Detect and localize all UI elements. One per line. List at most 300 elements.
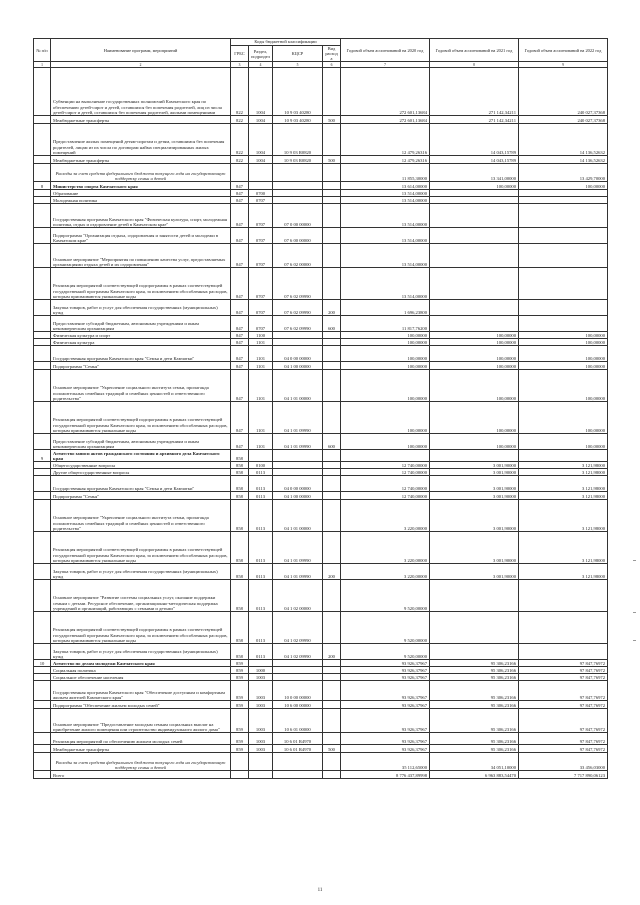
row-rzpr <box>249 771 273 779</box>
row-amount-2020: 100,00000 <box>341 332 430 339</box>
row-amount-2021: 95 306,23166 <box>430 701 519 709</box>
row-grbs: 847 <box>231 244 249 268</box>
row-ksr: 07 6 02 00000 <box>273 244 323 268</box>
table-row <box>34 450 608 462</box>
row-rzpr: 1003 <box>249 709 273 733</box>
row-vr: 500 <box>323 156 341 164</box>
row-name: Расходы за счет средств федерального бюджета текущего года на государственную поддержку семьи и детей <box>51 753 231 771</box>
row-rzpr: 0707 <box>249 204 273 228</box>
row-amount-2020: 13 514,00000 <box>341 244 430 268</box>
row-ksr <box>273 771 323 779</box>
row-grbs: 847 <box>231 300 249 316</box>
row-grbs <box>231 753 249 771</box>
row-ksr: 04 1 01 09990 <box>273 564 323 580</box>
row-name: Государственная программа Камчатского края "Обеспечение доступным и комфортным жильем жителей Камчатского края" <box>51 681 231 701</box>
row-amount-2022 <box>519 450 608 462</box>
row-vr: 500 <box>323 116 341 124</box>
row-amount-2020: 93 926,37967 <box>341 681 430 701</box>
row-name: Основное мероприятие "Укрепление социального института семьи, пропаганда положительных семейных традиций и семейных ценностей и ответственного родительства" <box>51 370 231 402</box>
table-row <box>34 681 608 701</box>
table-row <box>34 532 608 564</box>
row-vr: 600 <box>323 316 341 332</box>
row-name: Другие общегосударственные вопросы <box>51 469 231 476</box>
row-grbs: 847 <box>231 332 249 339</box>
table-row <box>34 244 608 268</box>
row-amount-2022: 3 121,98000 <box>519 532 608 564</box>
row-amount-2020: 11 817,76200 <box>341 316 430 332</box>
row-grbs: 859 <box>231 701 249 709</box>
row-name: Подпрограмма "Обеспечение жильем молодых семей" <box>51 701 231 709</box>
table-row <box>34 68 608 116</box>
row-name: Предоставление субсидий бюджетным, автономным учреждениям и иным некоммерческим организациям <box>51 316 231 332</box>
table-row <box>34 116 608 124</box>
row-amount-2020: 13 514,00000 <box>341 190 430 197</box>
row-number <box>34 156 51 164</box>
table-row <box>34 182 608 190</box>
row-ksr: 04 1 01 09990 <box>273 532 323 564</box>
row-amount-2021 <box>430 244 519 268</box>
row-rzpr: 1004 <box>249 124 273 156</box>
row-number <box>34 190 51 197</box>
row-amount-2021 <box>430 580 519 612</box>
row-vr <box>323 370 341 402</box>
row-rzpr: 0707 <box>249 316 273 332</box>
row-ksr: 04 1 01 09990 <box>273 402 323 434</box>
row-ksr: 10 6 00 00000 <box>273 701 323 709</box>
row-number <box>34 197 51 204</box>
row-number <box>34 228 51 244</box>
row-amount-2021: 3 001,90000 <box>430 500 519 532</box>
row-grbs: 847 <box>231 204 249 228</box>
row-vr <box>323 660 341 667</box>
row-name: Подпрограмма "Семья" <box>51 362 231 370</box>
row-amount-2022: 100,00000 <box>519 346 608 362</box>
row-grbs <box>231 164 249 182</box>
row-name: Закупка товаров, работ и услуг для обеспечения государственных (муниципальных) нужд <box>51 644 231 660</box>
column-index: 8 <box>430 62 519 68</box>
table-row <box>34 612 608 644</box>
row-number <box>34 346 51 362</box>
row-rzpr: 0113 <box>249 644 273 660</box>
row-vr: 600 <box>323 434 341 450</box>
row-number <box>34 268 51 300</box>
row-ksr: 04 1 01 00000 <box>273 370 323 402</box>
row-number: 8 <box>34 182 51 190</box>
header-rzpr: Раздел, подраздел <box>249 46 273 62</box>
row-number <box>34 300 51 316</box>
row-amount-2020: 3 220,00000 <box>341 532 430 564</box>
table-row <box>34 701 608 709</box>
table-row <box>34 370 608 402</box>
row-number <box>34 204 51 228</box>
row-number <box>34 580 51 612</box>
row-rzpr: 1101 <box>249 370 273 402</box>
row-ksr <box>273 450 323 462</box>
row-grbs <box>231 771 249 779</box>
table-row <box>34 362 608 370</box>
row-vr <box>323 709 341 733</box>
row-rzpr <box>249 164 273 182</box>
row-rzpr: 1101 <box>249 346 273 362</box>
row-rzpr: 0113 <box>249 580 273 612</box>
row-amount-2022: 97 847,76972 <box>519 667 608 674</box>
row-amount-2022: 97 847,76972 <box>519 660 608 667</box>
row-amount-2020: 12 740,00000 <box>341 469 430 476</box>
row-vr <box>323 339 341 346</box>
row-name: Государственная программа Камчатского края "Семья и дети Камчатки" <box>51 476 231 492</box>
row-rzpr <box>249 182 273 190</box>
row-name: Социальная политика <box>51 667 231 674</box>
row-rzpr: 0113 <box>249 564 273 580</box>
row-grbs: 847 <box>231 362 249 370</box>
table-row <box>34 228 608 244</box>
row-amount-2021: 3 001,90000 <box>430 469 519 476</box>
row-number <box>34 434 51 450</box>
row-ksr <box>273 164 323 182</box>
row-number <box>34 532 51 564</box>
row-amount-2020: 1 696,23800 <box>341 300 430 316</box>
row-name: Основное мероприятие "Мероприятия по повышению качества услуг, предоставляемых организациями отдыха детей и их оздоровления" <box>51 244 231 268</box>
row-ksr: 04 0 00 00000 <box>273 476 323 492</box>
header-grbs: ГРБС <box>231 46 249 62</box>
row-number <box>34 564 51 580</box>
row-vr <box>323 476 341 492</box>
row-name: Предоставление жилых помещений детям-сиротам и детям, оставшимся без попечения родителей, лицам из их числа по договорам найма специализированных жилых помещений <box>51 124 231 156</box>
row-name: Подпрограмма "Семья" <box>51 492 231 500</box>
table-row <box>34 674 608 681</box>
row-name: Физическая культура <box>51 339 231 346</box>
table-row <box>34 580 608 612</box>
margin-mark <box>633 640 636 641</box>
row-rzpr: 1101 <box>249 339 273 346</box>
table-row <box>34 434 608 450</box>
row-rzpr: 0700 <box>249 190 273 197</box>
row-amount-2021 <box>430 228 519 244</box>
row-vr <box>323 332 341 339</box>
row-rzpr <box>249 753 273 771</box>
row-ksr: 07 6 02 09990 <box>273 268 323 300</box>
row-rzpr: 0113 <box>249 500 273 532</box>
row-name: Реализация мероприятий соответствующей подпрограммы в рамках соответствующей государственной программы Камчатского края, за исключением обособленных расходов, которым присваиваются уникальные коды <box>51 612 231 644</box>
row-grbs: 822 <box>231 116 249 124</box>
row-amount-2022: 100,00000 <box>519 339 608 346</box>
row-rzpr: 1101 <box>249 434 273 450</box>
row-ksr: 10 9 03 40280 <box>273 116 323 124</box>
row-amount-2020: 93 926,37967 <box>341 733 430 745</box>
row-rzpr: 0707 <box>249 244 273 268</box>
row-amount-2021: 100,00000 <box>430 339 519 346</box>
header-vr: Вид расхода <box>323 46 341 62</box>
row-grbs: 847 <box>231 339 249 346</box>
row-amount-2021 <box>430 197 519 204</box>
row-number <box>34 462 51 469</box>
row-amount-2022 <box>519 612 608 644</box>
row-ksr <box>273 462 323 469</box>
row-amount-2020: 13 514,00000 <box>341 197 430 204</box>
row-vr: 200 <box>323 300 341 316</box>
row-amount-2022 <box>519 228 608 244</box>
row-vr <box>323 450 341 462</box>
row-name: Реализация мероприятий соответствующей подпрограммы в рамках соответствующей государственной программы Камчатского края, за исключением обособленных расходов, которым присваиваются уникальные коды <box>51 268 231 300</box>
row-amount-2020: 12 479,26316 <box>341 124 430 156</box>
row-name: Межбюджетные трансферты <box>51 156 231 164</box>
row-amount-2022 <box>519 268 608 300</box>
row-vr <box>323 164 341 182</box>
row-amount-2020: 13 514,00000 <box>341 228 430 244</box>
row-amount-2021 <box>430 300 519 316</box>
row-amount-2021: 100,00000 <box>430 332 519 339</box>
row-amount-2022: 100,00000 <box>519 182 608 190</box>
header-year-2021: Годовой объем ассигнований на 2021 год <box>430 39 519 62</box>
row-amount-2022 <box>519 300 608 316</box>
table-row <box>34 771 608 779</box>
row-amount-2021: 95 306,23166 <box>430 745 519 753</box>
row-rzpr: 1003 <box>249 701 273 709</box>
row-ksr: 07 6 00 00000 <box>273 228 323 244</box>
row-grbs: 858 <box>231 500 249 532</box>
row-ksr <box>273 339 323 346</box>
row-number <box>34 612 51 644</box>
row-grbs: 847 <box>231 268 249 300</box>
row-rzpr: 1000 <box>249 667 273 674</box>
row-amount-2022: 100,00000 <box>519 402 608 434</box>
row-grbs: 847 <box>231 370 249 402</box>
column-index: 7 <box>341 62 430 68</box>
row-amount-2021 <box>430 612 519 644</box>
row-amount-2020: 9 520,00000 <box>341 612 430 644</box>
row-ksr: 10 9 03 R0820 <box>273 124 323 156</box>
row-amount-2020: 8 776 437,89998 <box>341 771 430 779</box>
row-amount-2021: 100,00000 <box>430 182 519 190</box>
row-grbs: 847 <box>231 434 249 450</box>
row-amount-2022: 240 027,37368 <box>519 68 608 116</box>
row-name: Реализация мероприятий соответствующей подпрограммы в рамках соответствующей государственной программы Камчатского края, за исключением обособленных расходов, которым присваиваются уникальные коды <box>51 402 231 434</box>
table-body <box>34 68 608 779</box>
row-number <box>34 753 51 771</box>
row-number <box>34 733 51 745</box>
row-vr <box>323 182 341 190</box>
row-amount-2022: 97 847,76972 <box>519 681 608 701</box>
row-amount-2022: 97 847,76972 <box>519 745 608 753</box>
row-grbs: 858 <box>231 532 249 564</box>
row-amount-2020: 13 514,00000 <box>341 268 430 300</box>
row-vr: 500 <box>323 745 341 753</box>
row-amount-2022: 33 456,03000 <box>519 753 608 771</box>
row-amount-2022 <box>519 580 608 612</box>
row-amount-2022 <box>519 204 608 228</box>
row-name: Государственная программа Камчатского края "Семья и дети Камчатки" <box>51 346 231 362</box>
row-amount-2022: 7 717 890,06123 <box>519 771 608 779</box>
row-rzpr: 0113 <box>249 492 273 500</box>
header-num: № п/п <box>34 39 51 62</box>
row-number <box>34 644 51 660</box>
row-amount-2020: 93 926,37967 <box>341 745 430 753</box>
table-row <box>34 402 608 434</box>
row-number <box>34 332 51 339</box>
row-grbs: 858 <box>231 644 249 660</box>
row-vr <box>323 402 341 434</box>
row-ksr <box>273 660 323 667</box>
row-name: Общегосударственные вопросы <box>51 462 231 469</box>
row-name: Физическая культура и спорт <box>51 332 231 339</box>
table-row <box>34 339 608 346</box>
row-amount-2022: 3 121,98000 <box>519 476 608 492</box>
row-number <box>34 164 51 182</box>
row-name: Межбюджетные трансферты <box>51 745 231 753</box>
row-rzpr: 1003 <box>249 681 273 701</box>
row-name: Агентство по делам молодежи Камчатского края <box>51 660 231 667</box>
row-name: Молодежная политика <box>51 197 231 204</box>
row-amount-2021: 100,00000 <box>430 362 519 370</box>
row-amount-2022: 100,00000 <box>519 370 608 402</box>
table-row <box>34 660 608 667</box>
row-vr <box>323 733 341 745</box>
row-amount-2020: 100,00000 <box>341 346 430 362</box>
row-name: Закупка товаров, работ и услуг для обеспечения государственных (муниципальных) нужд <box>51 300 231 316</box>
row-name: Реализация мероприятий соответствующей подпрограммы в рамках соответствующей государственной программы Камчатского края, за исключением обособленных расходов, которым присваиваются уникальные коды <box>51 532 231 564</box>
row-name: Всего <box>51 771 231 779</box>
row-grbs: 847 <box>231 316 249 332</box>
row-amount-2020: 12 740,00000 <box>341 462 430 469</box>
row-number <box>34 745 51 753</box>
row-amount-2020: 93 926,37967 <box>341 709 430 733</box>
row-number <box>34 116 51 124</box>
row-ksr: 04 1 01 09990 <box>273 434 323 450</box>
row-amount-2020: 11 855,30000 <box>341 164 430 182</box>
row-amount-2020: 93 926,37967 <box>341 674 430 681</box>
row-amount-2020: 3 220,00000 <box>341 564 430 580</box>
table-row <box>34 644 608 660</box>
row-amount-2021: 100,00000 <box>430 370 519 402</box>
row-amount-2020: 272 601,13684 <box>341 116 430 124</box>
row-number <box>34 316 51 332</box>
row-amount-2022: 3 121,98000 <box>519 564 608 580</box>
row-amount-2020 <box>341 450 430 462</box>
row-amount-2020: 93 926,37967 <box>341 701 430 709</box>
row-amount-2022: 3 121,98000 <box>519 492 608 500</box>
row-amount-2021 <box>430 268 519 300</box>
row-amount-2021: 6 963 883,54470 <box>430 771 519 779</box>
row-name: Предоставление субсидий бюджетным, автономным учреждениям и иным некоммерческим организациям <box>51 434 231 450</box>
row-vr <box>323 701 341 709</box>
row-rzpr: 0113 <box>249 612 273 644</box>
row-grbs: 859 <box>231 745 249 753</box>
header-ksr: КЦСР <box>273 46 323 62</box>
row-name: Социальное обеспечение населения <box>51 674 231 681</box>
row-amount-2022: 3 121,98000 <box>519 469 608 476</box>
row-amount-2021: 95 306,23166 <box>430 709 519 733</box>
row-number <box>34 362 51 370</box>
row-ksr: 04 1 02 09990 <box>273 644 323 660</box>
table-row <box>34 476 608 492</box>
row-amount-2021: 3 001,90000 <box>430 476 519 492</box>
row-amount-2020: 100,00000 <box>341 370 430 402</box>
row-amount-2021: 271 142,34211 <box>430 68 519 116</box>
column-index: 9 <box>519 62 608 68</box>
table-row <box>34 164 608 182</box>
row-rzpr <box>249 660 273 667</box>
column-index: 1 <box>34 62 51 68</box>
column-index: 5 <box>273 62 323 68</box>
row-rzpr: 1004 <box>249 116 273 124</box>
row-amount-2021 <box>430 204 519 228</box>
row-vr <box>323 532 341 564</box>
row-grbs: 859 <box>231 674 249 681</box>
row-amount-2020: 100,00000 <box>341 402 430 434</box>
row-ksr <box>273 674 323 681</box>
table-row <box>34 156 608 164</box>
row-amount-2020: 272 601,13684 <box>341 68 430 116</box>
row-grbs: 847 <box>231 402 249 434</box>
row-amount-2021: 3 001,90000 <box>430 462 519 469</box>
row-vr <box>323 124 341 156</box>
row-grbs: 858 <box>231 612 249 644</box>
row-amount-2021: 3 001,90000 <box>430 492 519 500</box>
row-ksr <box>273 332 323 339</box>
row-ksr: 10 9 03 40280 <box>273 68 323 116</box>
table-row <box>34 204 608 228</box>
row-grbs: 822 <box>231 68 249 116</box>
table-row <box>34 462 608 469</box>
row-amount-2020: 12 740,00000 <box>341 492 430 500</box>
row-number <box>34 476 51 492</box>
row-amount-2021: 100,00000 <box>430 346 519 362</box>
row-amount-2021: 14 043,15789 <box>430 124 519 156</box>
row-amount-2020: 9 520,00000 <box>341 644 430 660</box>
row-amount-2021 <box>430 190 519 197</box>
row-ksr: 07 6 02 09990 <box>273 316 323 332</box>
row-grbs: 822 <box>231 156 249 164</box>
row-grbs: 847 <box>231 182 249 190</box>
row-grbs: 858 <box>231 469 249 476</box>
row-number <box>34 709 51 733</box>
row-name: Основное мероприятие "Развитие системы социальных услуг, оказание поддержки семьям с детьми. Ресурсное обеспечение, организационно-методическая поддержка учреждений и организаций, работающих с семьями и детьми" <box>51 580 231 612</box>
row-vr <box>323 362 341 370</box>
row-number <box>34 500 51 532</box>
table-row <box>34 753 608 771</box>
row-rzpr: 0113 <box>249 469 273 476</box>
row-grbs: 847 <box>231 197 249 204</box>
row-amount-2022: 97 847,76972 <box>519 733 608 745</box>
column-index: 3 <box>231 62 249 68</box>
header-codes: Коды бюджетной классификации <box>231 39 341 46</box>
row-ksr: 04 1 00 00000 <box>273 492 323 500</box>
row-name: Государственная программа Камчатского края "Физическая культура, спорт, молодежная политика, отдых и оздоровление детей в Камчатском крае" <box>51 204 231 228</box>
row-amount-2021: 100,00000 <box>430 402 519 434</box>
row-number <box>34 402 51 434</box>
table-row <box>34 332 608 339</box>
row-amount-2022: 14 136,52632 <box>519 124 608 156</box>
row-amount-2021: 95 306,23166 <box>430 681 519 701</box>
table-row <box>34 316 608 332</box>
row-rzpr: 1101 <box>249 362 273 370</box>
row-amount-2021: 100,00000 <box>430 434 519 450</box>
header-name: Наименование программ, мероприятий <box>51 39 231 62</box>
row-amount-2021 <box>430 644 519 660</box>
column-index: 6 <box>323 62 341 68</box>
row-number <box>34 771 51 779</box>
row-ksr <box>273 182 323 190</box>
row-amount-2022: 3 121,98000 <box>519 500 608 532</box>
row-grbs: 858 <box>231 564 249 580</box>
row-amount-2021: 3 001,90000 <box>430 532 519 564</box>
row-amount-2021: 14 043,15789 <box>430 156 519 164</box>
row-amount-2021: 95 306,23166 <box>430 667 519 674</box>
row-vr <box>323 612 341 644</box>
table-row <box>34 300 608 316</box>
row-amount-2021: 95 306,23166 <box>430 733 519 745</box>
row-vr <box>323 667 341 674</box>
